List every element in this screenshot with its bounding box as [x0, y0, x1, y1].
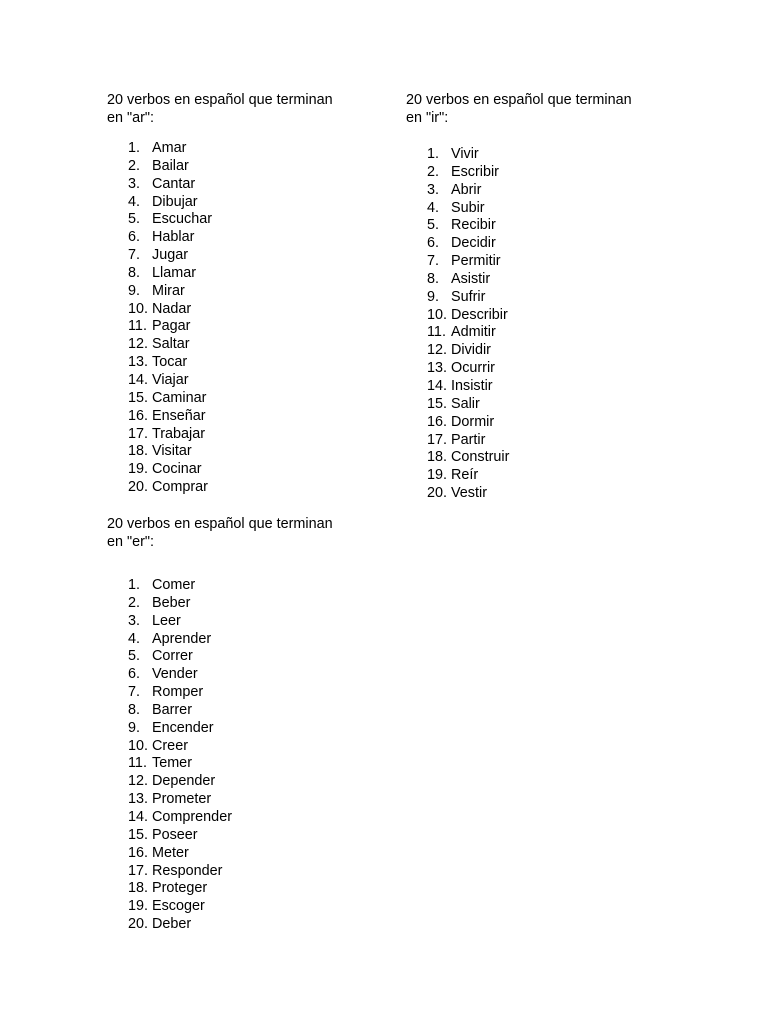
list-item-number	[406, 360, 451, 378]
list-item	[107, 809, 357, 827]
list-item-number	[107, 176, 152, 194]
list-item-verb: Deber	[152, 916, 192, 933]
list-item-number-text: 15.	[128, 389, 149, 406]
list-item	[107, 863, 357, 881]
list-item-verb: Dibujar	[152, 193, 198, 210]
list-item-number-text: 5.	[128, 211, 141, 228]
list-item-verb: Beber	[152, 594, 191, 611]
list-item-verb: Visitar	[152, 443, 192, 460]
list-item-number-text: 12.	[128, 336, 149, 353]
list-item	[107, 354, 357, 372]
list-item-verb: Viajar	[152, 371, 189, 388]
list-item	[107, 479, 357, 497]
list-item-number-text: 3.	[128, 175, 141, 192]
list-item-number	[107, 595, 152, 613]
list-item	[107, 283, 357, 301]
list-item-verb: Depender	[152, 773, 216, 790]
list-item-number-text: 17.	[128, 425, 149, 442]
list-item-verb: Meter	[152, 844, 189, 861]
list-item	[406, 217, 656, 235]
list-item-number-text: 13.	[128, 354, 149, 371]
list-item	[107, 791, 357, 809]
list-item	[406, 432, 656, 450]
list-item-verb: Comer	[152, 577, 196, 593]
list-item-number-text: 19.	[128, 461, 149, 478]
list-item-number	[107, 809, 152, 827]
list-item-number-text: 5.	[128, 648, 141, 665]
list-item-number-text: 19.	[128, 898, 149, 915]
list-item-verb: Insistir	[451, 377, 493, 394]
list-item-verb: Amar	[152, 140, 187, 156]
list-item-number-text: 18.	[427, 449, 448, 466]
list-item-verb: Responder	[152, 862, 223, 879]
list-item-number-text: 7.	[128, 684, 141, 701]
list-item-number-text: 3.	[427, 181, 440, 198]
list-item	[406, 396, 656, 414]
list-item-number-text: 1.	[427, 146, 440, 162]
list-item-number-text: 14.	[427, 377, 448, 394]
list-item	[107, 318, 357, 336]
list-item	[107, 229, 357, 247]
list-item	[107, 408, 357, 426]
list-item	[107, 426, 357, 444]
list-item-verb: Poseer	[152, 826, 198, 843]
list-item-number	[107, 702, 152, 720]
list-item-number	[107, 863, 152, 881]
list-item-number	[107, 336, 152, 354]
list-item-number-text: 14.	[128, 371, 149, 388]
list-item-number-text: 10.	[427, 306, 448, 323]
list-item-number-text: 1.	[128, 577, 141, 593]
list-item-number	[107, 684, 152, 702]
list-item-number-text: 4.	[427, 199, 440, 216]
list-item-number-text: 15.	[427, 395, 448, 412]
list-item-number-text: 16.	[427, 413, 448, 430]
list-item-number	[406, 396, 451, 414]
list-item-verb: Romper	[152, 684, 204, 701]
list-item-number	[406, 146, 451, 164]
list-item-number-text: 13.	[427, 360, 448, 377]
list-item	[406, 360, 656, 378]
list-item-verb: Construir	[451, 449, 510, 466]
list-item	[107, 613, 357, 631]
list-item-number	[406, 414, 451, 432]
list-item	[107, 631, 357, 649]
list-item-verb: Caminar	[152, 389, 207, 406]
list-item-number-text: 15.	[128, 826, 149, 843]
list-item-number-text: 11.	[427, 324, 446, 341]
list-item-verb: Mirar	[152, 282, 185, 299]
list-item-verb: Correr	[152, 648, 193, 665]
list-item-verb: Partir	[451, 431, 486, 448]
list-item-number	[406, 342, 451, 360]
list-item-number	[406, 378, 451, 396]
list-item-number-text: 5.	[427, 217, 440, 234]
list-item-number-text: 13.	[128, 791, 149, 808]
verb-list	[406, 146, 656, 503]
list-item-number-text: 7.	[427, 253, 440, 270]
list-item-number	[107, 845, 152, 863]
list-item-number	[406, 324, 451, 342]
list-item-verb: Encender	[152, 719, 214, 736]
list-item-verb: Recibir	[451, 217, 496, 234]
list-item-number-text: 18.	[128, 880, 149, 897]
list-item	[107, 684, 357, 702]
list-item-verb: Permitir	[451, 253, 501, 270]
list-item-number-text: 6.	[128, 666, 141, 683]
list-item-verb: Sufrir	[451, 288, 486, 305]
list-item-number	[107, 301, 152, 319]
list-item-number	[107, 408, 152, 426]
list-item-number	[107, 158, 152, 176]
list-item	[406, 271, 656, 289]
list-item-verb: Admitir	[451, 324, 496, 341]
list-item-number-text: 1.	[128, 140, 141, 156]
list-item-verb: Vender	[152, 666, 198, 683]
section-ar-verbs	[107, 91, 357, 497]
list-item-number	[107, 461, 152, 479]
list-item-number	[107, 666, 152, 684]
list-item-verb: Hablar	[152, 229, 195, 246]
list-item-number	[107, 720, 152, 738]
list-item-verb: Reír	[451, 467, 479, 484]
list-item-number	[107, 648, 152, 666]
list-item	[107, 265, 357, 283]
list-item-number	[406, 467, 451, 485]
list-item-number	[406, 485, 451, 503]
list-item	[107, 738, 357, 756]
list-item-verb: Dividir	[451, 342, 491, 359]
list-item-verb: Comprar	[152, 479, 208, 496]
list-item-number	[107, 318, 152, 336]
list-item	[107, 372, 357, 390]
list-item	[107, 577, 357, 595]
section-ir-verbs	[406, 91, 656, 503]
heading-line-2: en "er":	[107, 534, 155, 550]
list-item-verb: Ocurrir	[451, 360, 495, 377]
list-item-number-text: 17.	[427, 431, 448, 448]
list-item	[107, 390, 357, 408]
list-item	[107, 755, 357, 773]
list-item-number-text: 2.	[128, 594, 141, 611]
list-item-number-text: 18.	[128, 443, 149, 460]
section-heading	[406, 91, 656, 127]
list-item-number	[107, 479, 152, 497]
list-item-number-text: 16.	[128, 844, 149, 861]
list-item-verb: Pagar	[152, 318, 191, 335]
list-item	[107, 301, 357, 319]
list-item-verb: Tocar	[152, 354, 188, 371]
section-heading	[107, 91, 357, 127]
list-item	[107, 666, 357, 684]
list-item-number-text: 8.	[427, 270, 440, 287]
list-item-number	[107, 247, 152, 265]
list-item	[107, 898, 357, 916]
list-item-number	[107, 613, 152, 631]
list-item-number	[107, 738, 152, 756]
list-item-number-text: 14.	[128, 808, 149, 825]
list-item	[107, 158, 357, 176]
list-item-number-text: 10.	[128, 300, 149, 317]
list-item-verb: Vestir	[451, 485, 487, 502]
list-item-number	[107, 265, 152, 283]
list-item	[406, 485, 656, 503]
list-item-number-text: 17.	[128, 862, 149, 879]
heading-line-1: 20 verbos en español que terminan	[107, 92, 333, 108]
list-item	[107, 827, 357, 845]
list-item-verb: Escribir	[451, 163, 499, 180]
list-item-verb: Escuchar	[152, 211, 212, 228]
section-er-verbs	[107, 515, 357, 934]
list-item-number-text: 20.	[128, 479, 149, 496]
list-item-number-text: 6.	[427, 235, 440, 252]
list-item-number	[107, 390, 152, 408]
list-item	[107, 140, 357, 158]
section-heading	[107, 515, 357, 551]
list-item-number-text: 11.	[128, 318, 147, 335]
list-item-number	[107, 755, 152, 773]
heading-line-1: 20 verbos en español que terminan	[107, 516, 333, 532]
list-item-number	[406, 253, 451, 271]
list-item-number-text: 8.	[128, 264, 141, 281]
heading-line-2: en "ir":	[406, 110, 449, 126]
list-item-verb: Nadar	[152, 300, 192, 317]
list-item-verb: Describir	[451, 306, 508, 323]
list-item-number-text: 20.	[128, 916, 149, 933]
list-item-number	[107, 773, 152, 791]
list-item	[406, 449, 656, 467]
list-item-verb: Abrir	[451, 181, 482, 198]
list-item-verb: Proteger	[152, 880, 208, 897]
list-item	[107, 443, 357, 461]
list-item-number	[406, 289, 451, 307]
list-item-number-text: 3.	[128, 612, 141, 629]
list-item	[406, 235, 656, 253]
list-item-verb: Asistir	[451, 270, 491, 287]
list-item-number-text: 8.	[128, 701, 141, 718]
list-item-verb: Enseñar	[152, 407, 206, 424]
list-item-verb: Creer	[152, 737, 188, 754]
list-item	[406, 289, 656, 307]
list-item-number	[107, 827, 152, 845]
list-item-number-text: 4.	[128, 630, 141, 647]
list-item	[107, 176, 357, 194]
list-item-verb: Prometer	[152, 791, 212, 808]
list-item-verb: Llamar	[152, 264, 196, 281]
list-item-number-text: 11.	[128, 755, 147, 772]
list-item-verb: Cocinar	[152, 461, 202, 478]
list-item-number	[406, 217, 451, 235]
list-item	[107, 702, 357, 720]
list-item-number	[107, 443, 152, 461]
list-item-number	[107, 577, 152, 595]
list-item-number-text: 2.	[427, 163, 440, 180]
list-item	[406, 342, 656, 360]
list-item-number	[107, 194, 152, 212]
list-item-number-text: 9.	[427, 288, 440, 305]
list-item	[406, 200, 656, 218]
list-item-number-text: 19.	[427, 467, 448, 484]
list-item-number-text: 12.	[128, 773, 149, 790]
list-item-number	[406, 164, 451, 182]
list-item-verb: Saltar	[152, 336, 190, 353]
list-item	[406, 467, 656, 485]
list-item-number	[107, 791, 152, 809]
list-item	[406, 253, 656, 271]
list-item-number	[107, 880, 152, 898]
list-item-verb: Dormir	[451, 413, 495, 430]
list-item-number-text: 7.	[128, 247, 141, 264]
list-item-number	[107, 354, 152, 372]
list-item	[107, 845, 357, 863]
list-item-number	[406, 307, 451, 325]
list-item-verb: Trabajar	[152, 425, 206, 442]
list-item	[107, 880, 357, 898]
list-item-number	[107, 916, 152, 934]
list-item-verb: Comprender	[152, 808, 232, 825]
list-item-number-text: 16.	[128, 407, 149, 424]
list-item	[406, 414, 656, 432]
list-item	[406, 182, 656, 200]
list-item-verb: Vivir	[451, 146, 479, 162]
list-item-verb: Subir	[451, 199, 485, 216]
list-item-verb: Aprender	[152, 630, 212, 647]
list-item-number-text: 9.	[128, 719, 141, 736]
list-item-number-text: 20.	[427, 485, 448, 502]
list-item	[107, 720, 357, 738]
list-item-number	[406, 200, 451, 218]
list-item-verb: Cantar	[152, 175, 196, 192]
list-item	[107, 194, 357, 212]
list-item-number-text: 2.	[128, 157, 141, 174]
list-item-verb: Jugar	[152, 247, 188, 264]
list-item-number	[406, 449, 451, 467]
list-item	[107, 336, 357, 354]
list-item-number	[107, 631, 152, 649]
list-item-verb: Barrer	[152, 701, 192, 718]
list-item-number-text: 12.	[427, 342, 448, 359]
list-item	[107, 461, 357, 479]
list-item	[406, 164, 656, 182]
list-item-verb: Decidir	[451, 235, 496, 252]
list-item-number-text: 4.	[128, 193, 141, 210]
list-item	[406, 146, 656, 164]
list-item	[406, 378, 656, 396]
list-item-number	[406, 271, 451, 289]
list-item-number	[406, 182, 451, 200]
list-item	[107, 648, 357, 666]
heading-line-1: 20 verbos en español que terminan	[406, 92, 632, 108]
list-item	[107, 773, 357, 791]
verb-list	[107, 577, 357, 934]
list-item	[107, 211, 357, 229]
list-item-number	[107, 140, 152, 158]
list-item-number-text: 9.	[128, 282, 141, 299]
verb-list	[107, 140, 357, 497]
list-item	[406, 324, 656, 342]
list-item	[107, 595, 357, 613]
list-item-number	[107, 229, 152, 247]
list-item-number-text: 6.	[128, 229, 141, 246]
list-item-verb: Bailar	[152, 157, 189, 174]
list-item-number-text: 10.	[128, 737, 149, 754]
list-item	[406, 307, 656, 325]
list-item-verb: Escoger	[152, 898, 205, 915]
list-item-verb: Temer	[152, 755, 192, 772]
list-item-number	[406, 235, 451, 253]
heading-line-2: en "ar":	[107, 110, 155, 126]
list-item-number	[107, 372, 152, 390]
list-item-number	[107, 898, 152, 916]
list-item	[107, 916, 357, 934]
list-item-number	[107, 283, 152, 301]
list-item-verb: Leer	[152, 612, 181, 629]
list-item-number	[107, 211, 152, 229]
list-item-number	[406, 432, 451, 450]
list-item-verb: Salir	[451, 395, 480, 412]
list-item-number	[107, 426, 152, 444]
list-item	[107, 247, 357, 265]
